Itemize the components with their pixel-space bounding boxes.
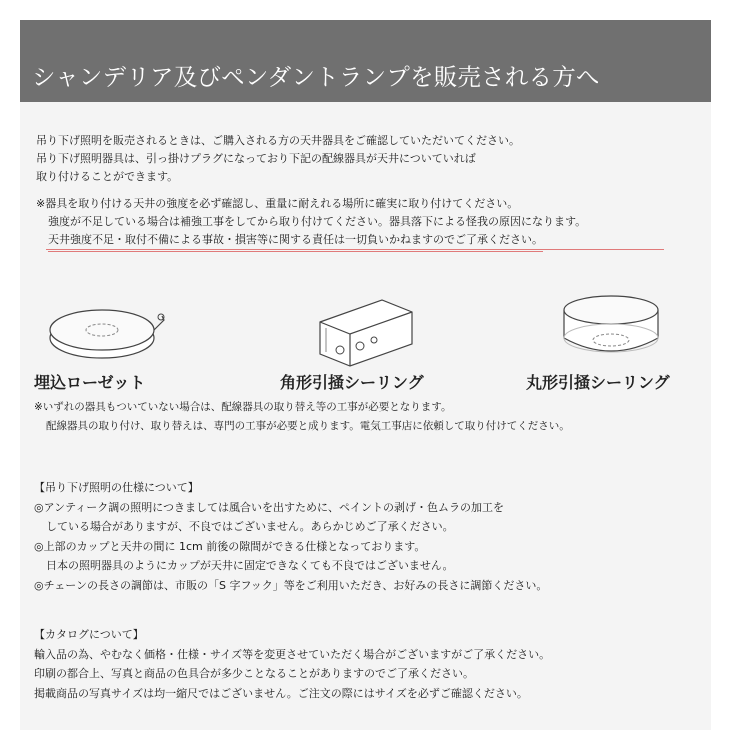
warning-line: 強度が不足している場合は補強工事をしてから取り付けてください。器具落下による怪我の原因になります。 <box>48 215 587 228</box>
spec-section <box>34 478 547 595</box>
spec-line: ◎アンティーク調の照明につきましては風合いを出すために、ペイントの剥げ・色ムラの加工を <box>34 500 505 514</box>
intro-line: 取り付けることができます。 <box>36 170 179 183</box>
fixture-note-line: ※いずれの器具もついていない場合は、配線器具の取り替え等の工事が必要となります。 <box>34 401 452 413</box>
fixture-note-line: 配線器具の取り付け、取り替えは、専門の工事が必要と成ります。電気工事店に依頼して取り付けてください。 <box>46 420 570 432</box>
catalog-section <box>34 625 550 703</box>
header-banner <box>20 20 711 102</box>
round-ceiling-hook-icon <box>556 282 666 372</box>
liability-disclaimer: 天井強度不足・取付不備による事故・損害等に関する責任は一切負いかねますのでご了承ください。 <box>48 231 543 252</box>
warning-section <box>36 195 586 252</box>
catalog-line: 輸入品の為、やむなく価格・仕様・サイズ等を変更させていただく場合がございますがご了承ください。 <box>34 647 551 661</box>
intro-section <box>36 132 520 186</box>
section-heading: 【カタログについて】 <box>34 628 144 641</box>
fixture-label: 埋込ローゼット <box>34 373 146 392</box>
fixture-note <box>34 398 570 436</box>
warning-line: ※器具を取り付ける天井の強度を必ず確認し、重量に耐えれる場所に確実に取り付けてください。 <box>36 197 519 210</box>
fixture-label: 角形引掻シーリング <box>280 373 424 392</box>
square-ceiling-hook-icon <box>312 292 422 372</box>
section-heading: 【吊り下げ照明の仕様について】 <box>34 481 199 494</box>
spec-line: ◎上部のカップと天井の間に 1cm 前後の隙間ができる仕様となっております。 <box>34 539 426 553</box>
fixture-label: 丸形引掻シーリング <box>526 373 670 392</box>
notice-panel <box>20 20 711 730</box>
embedded-rosette-icon <box>44 290 174 370</box>
catalog-line: 掲載商品の写真サイズは均一縮尺ではございません。ご注文の際にはサイズを必ずご確認ください。 <box>34 686 528 700</box>
spec-line: 日本の照明器具のようにカップが天井に固定できなくても不良ではございません。 <box>46 559 454 572</box>
intro-line: 吊り下げ照明を販売されるときは、ご購入される方の天井器具をご確認していただいてください。 <box>36 134 520 147</box>
page-title: シャンデリア及びペンダントランプを販売される方へ <box>32 63 600 91</box>
red-underline-rule <box>46 249 664 250</box>
spec-line: している場合がありますが、不良ではございません。あらかじめご了承ください。 <box>46 520 454 533</box>
catalog-line: 印刷の都合上、写真と商品の色具合が多少ことなることがありますのでご了承ください。 <box>34 667 474 680</box>
intro-line: 吊り下げ照明器具は、引っ掛けプラグになっており下記の配線器具が天井についていれば <box>36 152 476 165</box>
spec-line: ◎チェーンの長さの調節は、市販の「S 字フック」等をご利用いただき、お好みの長さに調節ください。 <box>34 578 548 592</box>
